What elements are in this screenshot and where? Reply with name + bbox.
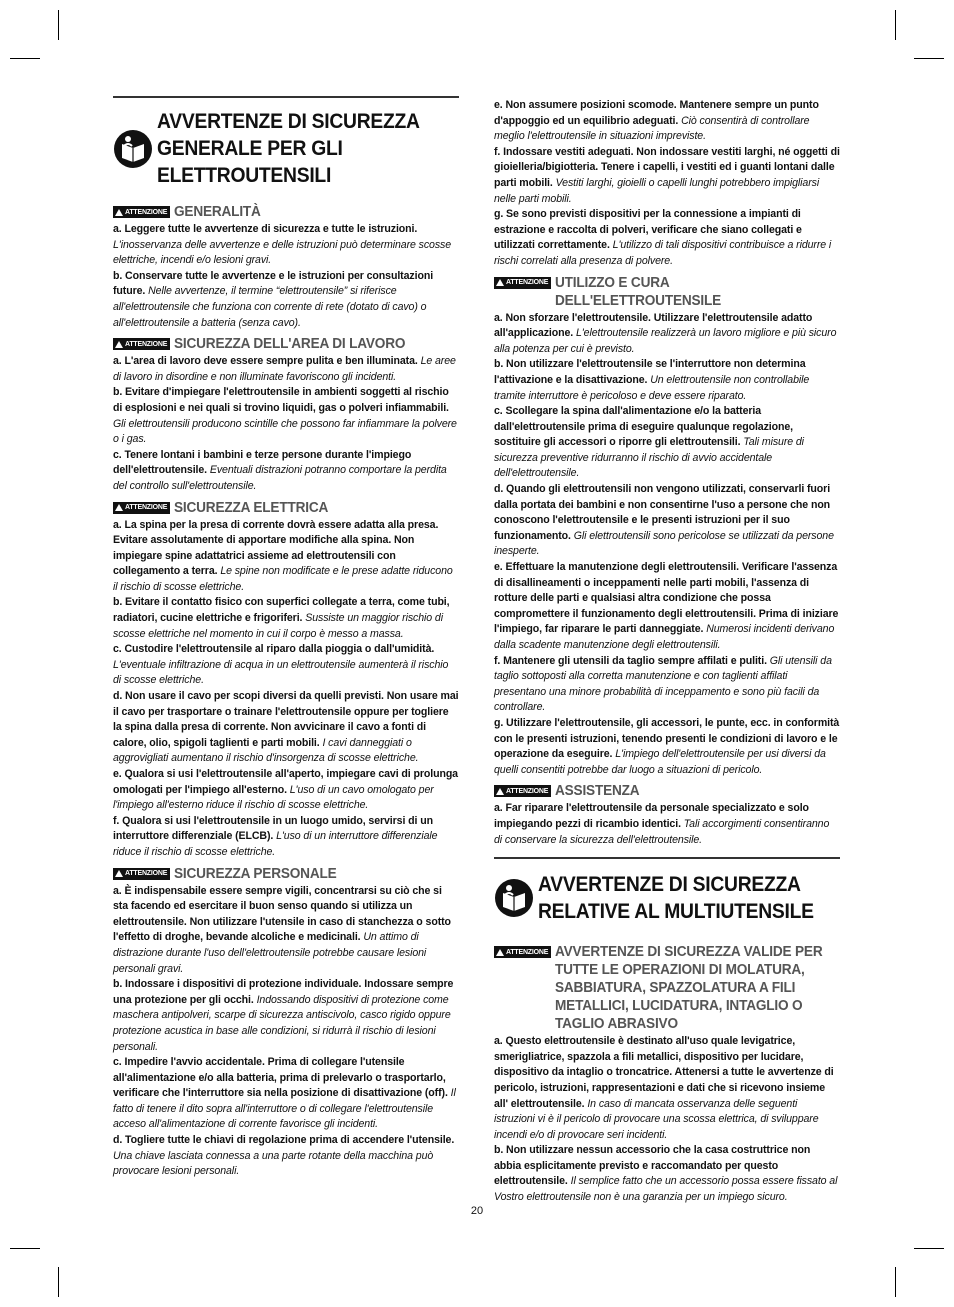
paragraph-bold: g. Se sono previsti dispositivi per la connessione a impianti di estrazione e raccolta di polveri, verificare che siano collegati e utilizzati correttamente. [494,208,802,252]
paragraph [113,269,459,331]
section-heading-title: SICUREZZA ELETTRICA [174,499,329,516]
section-heading-title: SICUREZZA PERSONALE [174,865,337,882]
right-sections [494,274,840,849]
paragraph-italic: In caso di mancata osservanza delle seguenti istruzioni vi è il pericolo di provocare una scossa elettrica, di sviluppare incendi e/o di provocare seri incidenti. [494,1097,819,1141]
manual-book-icon [113,129,153,169]
warning-badge: ATTENZIONE [494,277,551,289]
paragraph-italic: Ciò consentirà di controllare meglio l'elettroutensile in situazioni impreviste. [494,114,810,143]
paragraph [494,654,840,716]
paragraph-bold: a. Leggere tutte le avvertenze di sicurezza e tutte le istruzioni. [113,223,418,235]
section-heading [113,203,459,221]
paragraph-italic: L'elettroutensile realizzerà un lavoro migliore e più sicuro alla potenza per cui è previsto. [494,327,837,355]
section [494,274,840,779]
section-heading [494,274,840,310]
section-heading [494,782,840,800]
paragraph-bold: e. Effettuare la manutenzione degli elettroutensili. Verificare l'assenza di disallineamenti o inceppamenti nelle parti mobili, l'assenza di rotture delle parti e qualsiasi altra condizione che possa compromettere il funzionamento degli elettroutensili. Prima di iniziare l'impiego, far riparare le parti danneggiate. [494,561,839,636]
paragraph-italic: Vestiti larghi, gioielli o capelli lunghi potrebbero impigliarsi nelle parti mobili. [494,176,820,205]
section [494,782,840,848]
paragraph-bold: f. Mantenere gli utensili da taglio sempre affilati e puliti. [494,654,767,667]
paragraph-bold: a. Far riparare l'elettroutensile da personale specializzato e solo impiegando pezzi di ricambio identici. [494,802,809,830]
paragraph [494,145,840,207]
warning-badge: ATTENZIONE [113,502,170,514]
main-heading [113,108,459,189]
warning-triangle-icon [496,949,504,956]
paragraph-italic: L'uso di un cavo omologato per l'impiego all'esterno riduce il rischio di scosse elettriche. [113,783,434,812]
final-items [494,1034,840,1206]
section-heading [113,865,459,883]
manual-book-icon [494,878,534,918]
crop-mark [10,58,40,59]
paragraph-italic: L'uso di un interruttore differenziale riduce il rischio di scosse elettriche. [113,830,438,858]
section [113,203,459,331]
left-sections [113,203,459,1180]
section-title: AVVERTENZE DI SICUREZZA RELATIVE AL MULTIUTENSILE [538,873,814,924]
page-title: AVVERTENZE DI SICUREZZA GENERALE PER GLI ELETTROUTENSILI [157,110,420,187]
paragraph-bold: b. Conservare tutte le avvertenze e le istruzioni per consultazioni future. [113,269,434,298]
divider [113,96,459,98]
paragraph [494,357,840,404]
paragraph [494,1034,840,1143]
second-heading [494,871,840,925]
paragraph-bold: b. Evitare d'impiegare l'elettroutensile in ambienti soggetti al rischio di esplosioni e nei quali si trovino liquidi, gas o polveri infiammabili. [113,386,449,414]
warning-triangle-icon [115,504,123,511]
paragraph [494,404,840,482]
right-column [494,98,840,1206]
warning-triangle-icon [496,279,504,286]
paragraph-italic: Gli elettroutensili sono pericolose se utilizzati da persone inesperte. [494,529,834,558]
paragraph [494,716,840,778]
paragraph-bold: b. Non utilizzare l'elettroutensile se l'interruttore non determina l'attivazione e la disattivazione. [494,358,806,386]
paragraph-italic: Le spine non modificate e le prese adatte riducono il rischio di scosse elettriche. [113,565,453,593]
paragraph-italic: L'utilizzo di tali dispositivi contribuisce a ridurre i rischi correlati alla presenza di polvere. [494,239,832,267]
paragraph-italic: Il semplice fatto che un accessorio possa essere fissato al Vostro elettroutensile non è una garanzia per un impiego sicuro. [494,1175,838,1204]
paragraph-italic: Numerosi incidenti derivano dalla scadente manutenzione degli elettroutensili. [494,623,835,651]
paragraph-bold: c. Tenere lontani i bambini e terze persone durante l'impiego dell'elettroutensile. [113,448,412,477]
section [113,335,459,494]
paragraph [494,311,840,358]
crop-mark [895,1267,896,1297]
warning-badge: ATTENZIONE [494,785,551,797]
section-heading-title: SICUREZZA DELL'AREA DI LAVORO [174,336,406,353]
paragraph [494,560,840,654]
paragraph [494,98,840,145]
paragraph-bold: e. Non assumere posizioni scomode. Mantenere sempre un punto d'appoggio ed un equilibrio adeguati. [494,99,819,127]
section-heading-title: AVVERTENZE DI SICUREZZA VALIDE PER TUTTE LE OPERAZIONI DI MOLATURA, SABBIATURA, SPAZZOLATURA A FILI METALLICI, LUCIDATURA, INTAGLIO O TAGLIO ABRASIVO [555,944,823,1033]
divider [494,857,840,859]
paragraph-bold: c. Scollegare la spina dall'alimentazione e/o la batteria dall'elettroutensile prima di eseguire qualunque regolazione, sostituire gli accessori o riporre gli elettroutensili. [494,405,793,449]
paragraph [113,689,459,767]
section-heading [113,499,459,517]
section-heading-title: GENERALITÀ [174,204,261,220]
section-heading [494,943,840,1033]
warning-badge: ATTENZIONE [113,206,170,218]
paragraph [113,884,459,978]
paragraph [113,595,459,642]
paragraph [113,642,459,689]
paragraph-bold: b. Evitare il contatto fisico con superfici collegate a terra, come tubi, radiatori, cucine elettriche e frigoriferi. [113,596,450,625]
paragraph-italic: L'inosservanza delle avvertenze e delle istruzioni può determinare scosse elettriche, incendi e/o lesioni gravi. [113,238,452,267]
paragraph-bold: a. L'area di lavoro deve essere sempre pulita e ben illuminata. [113,355,418,368]
paragraph-italic: L'eventuale infiltrazione di acqua in un elettroutensile aumenterà il rischio di scosse elettriche. [113,658,449,687]
paragraph-bold: d. Non usare il cavo per scopi diversi da quelli previsti. Non usare mai il cavo per trasportare o trainare l'elettroutensile oppure per togliere la spina dalla presa di corrente. Non avvicinare il cavo a fonti di calore, olio, spigoli taglienti e parti mobili. [113,690,459,749]
left-column [113,96,459,1180]
paragraph-italic: Tali accorgimenti consentiranno di conservare la sicurezza dell'elettroutensile. [494,817,830,846]
paragraph-bold: f. Indossare vestiti adeguati. Non indossare vestiti larghi, né oggetti di gioielleria/bigiotteria. Tenere i capelli, i vestiti ed i guanti lontani dalle parti mobili. [494,145,840,189]
paragraph-italic: Tali misure di sicurezza preventive ridurranno il rischio di avvio accidentale dell'elettroutensile. [494,436,804,480]
paragraph [494,482,840,560]
crop-mark [895,10,896,40]
paragraph-bold: c. Impedire l'avvio accidentale. Prima di collegare l'utensile all'alimentazione e/o alla batteria, prima di prelevarlo o trasportarlo, verificare che l'interruttore sia nella posizione di disattivazione (off). [113,1056,448,1100]
paragraph-bold: g. Utilizzare l'elettroutensile, gli accessori, le punte, ecc. in conformità con le presenti istruzioni, tenendo presenti le condizioni di lavoro e le operazione da eseguire. [494,716,840,761]
crop-mark [914,1248,944,1249]
paragraph-italic: Gli utensili da taglio sottoposti alla corretta manutenzione e con taglienti affilati presentano una minore probabilità di inceppamento e sono più facili da controllare. [494,654,832,714]
paragraph [113,1133,459,1180]
paragraph-italic: Eventuali distrazioni potranno comportare la perdita del controllo sull'elettroutensile. [113,464,447,492]
paragraph-bold: b. Non utilizzare nessun accessorio che la casa costruttrice non abbia esplicitamente previsto e raccomandato per questo elettroutensile. [494,1144,811,1188]
paragraph-italic: Nelle avvertenze, il termine “elettroutensile” si riferisce all'elettroutensile che funziona con corrente di rete (dotato di cavo) o all'elettroutensile a batteria (senza cavo). [113,285,427,329]
paragraph-bold: a. Questo elettroutensile è destinato all'uso quale levigatrice, smerigliatrice, spazzola a fili metallici, dispositivo per lucidare, dispositivo da intaglio o troncatrice. Attenersi a tutte le avvertenze di pericolo, istruzioni, rappresentazioni e dati che si ricevono insieme all' elettroutensile. [494,1035,834,1110]
paragraph [494,801,840,848]
paragraph [113,448,459,495]
warning-triangle-icon [115,870,123,877]
paragraph-bold: d. Quando gli elettroutensili non vengono utilizzati, conservarli fuori dalla portata dei bambini e non consentirne l'uso a persone che non conoscono l'elettroutensile e le presenti istruzioni per il suo funzionamento. [494,483,831,542]
paragraph [494,1143,840,1205]
paragraph-italic: Il fatto di tenere il dito sopra all'interruttore o di collegare l'elettroutensile acceso all'alimentazione di corrente favorisce gli incidenti. [113,1087,456,1131]
crop-mark [10,1248,40,1249]
paragraph-italic: Un elettroutensile non controllabile tramite interruttore è pericoloso e deve essere riparato. [494,373,810,402]
paragraph-bold: e. Qualora si usi l'elettroutensile all'aperto, impiegare cavi di prolunga omologati per l'impiego all'esterno. [113,768,458,796]
paragraph [113,1055,459,1133]
warning-badge: ATTENZIONE [113,338,170,350]
paragraph-italic: L'impiego dell'elettroutensile per usi diversi da quelli consentiti potrebbe dar luogo a situazioni di pericolo. [494,748,826,776]
section [113,865,459,1180]
paragraph-italic: Gli elettroutensili producono scintille che possono far infiammare la polvere o i gas. [113,417,457,446]
paragraph-bold: b. Indossare i dispositivi di protezione individuale. Indossare sempre una protezione per gli occhi. [113,978,454,1006]
paragraph-bold: c. Custodire l'elettroutensile al riparo dalla pioggia o dall'umidità. [113,643,435,656]
section [113,499,459,861]
paragraph [113,977,459,1055]
warning-badge: ATTENZIONE [494,946,551,958]
warning-triangle-icon [115,209,123,216]
paragraph [113,518,459,596]
section-heading-title: ASSISTENZA [555,783,640,800]
warning-badge: ATTENZIONE [113,868,170,880]
paragraph-bold: a. La spina per la presa di corrente dovrà essere adatta alla presa. Evitare assolutamente di apportare modifiche alla spina. Non impiegare spine adattatrici assieme ad elettroutensili con collegamento a terra. [113,518,439,578]
paragraph-italic: Una chiave lasciata connessa a una parte rotante della macchina può provocare lesioni personali. [113,1149,434,1178]
paragraph-bold: d. Togliere tutte le chiavi di regolazione prima di accendere l'utensile. [113,1134,455,1147]
paragraph-italic: Un attimo di distrazione durante l'uso dell'elettroutensile potrebbe causare lesioni personali gravi. [113,931,427,975]
paragraph [494,207,840,269]
crop-mark [914,58,944,59]
paragraph-bold: a. Non sforzare l'elettroutensile. Utilizzare l'elettroutensile adatto all'applicazione. [494,311,813,340]
warning-triangle-icon [496,788,504,795]
crop-mark [58,1267,59,1297]
paragraph-italic: I cavi danneggiati o aggrovigliati aumentano il rischio d'insorgenza di scosse elettriche. [113,736,419,765]
page-number: 20 [470,1205,484,1217]
right-intro-items [494,98,840,270]
section-heading-title: UTILIZZO E CURA DELL'ELETTROUTENSILE [555,274,722,309]
paragraph-bold: a. È indispensabile essere sempre vigili, concentrarsi su ciò che si sta facendo ed esercitare il buon senso quando si utilizza un elettroutensile. Non utilizzare l'utensile in caso di stanchezza o sotto l'effetto di droghe, bevande alcoliche e medicinali. [113,884,451,944]
warning-triangle-icon [115,341,123,348]
paragraph [113,354,459,385]
paragraph [113,814,459,861]
paragraph-italic: Sussiste un maggior rischio di scosse elettriche nel momento in cui il corpo è messo a massa. [113,612,443,640]
paragraph-bold: f. Qualora si usi l'elettroutensile in un luogo umido, servirsi di un interruttore differenziale (ELCB). [113,814,433,843]
section-heading [113,335,459,353]
crop-mark [58,10,59,40]
paragraph [113,385,459,447]
paragraph-italic: Le aree di lavoro in disordine e non illuminate favoriscono gli incidenti. [113,355,456,383]
paragraph [113,767,459,814]
paragraph [113,222,459,269]
paragraph-italic: Indossando dispositivi di protezione come maschera antipolveri, scarpe di sicurezza antiscivolo, casco rigido oppure protezione acustica in base alle condizioni, si ridurrà il rischio di lesioni personali. [113,993,451,1053]
